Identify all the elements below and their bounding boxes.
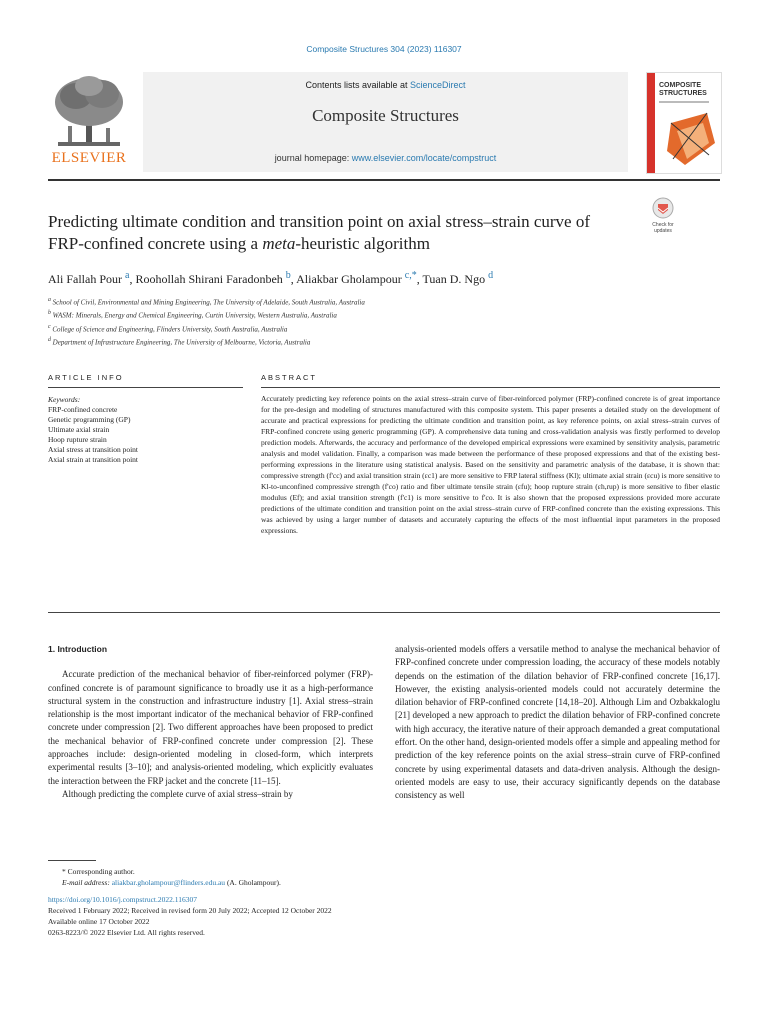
footnotes: [48, 866, 448, 938]
author-affiliation-mark[interactable]: b: [285, 270, 291, 281]
article-info-heading: ARTICLE INFO: [48, 373, 124, 382]
doi-link[interactable]: https://doi.org/10.1016/j.compstruct.2022.116307: [48, 895, 197, 904]
available-online-date: Available online 17 October 2022: [48, 917, 150, 926]
email-link[interactable]: aliakbar.gholampour@flinders.edu.au: [111, 878, 226, 887]
body-column-right: [395, 643, 720, 803]
title-part2: -heuristic algorithm: [295, 234, 430, 253]
affiliation-item: [48, 335, 688, 348]
journal-cover-thumbnail[interactable]: [646, 72, 722, 174]
header-rule: [48, 179, 720, 181]
corresponding-author-note: * Corresponding author.: [62, 867, 135, 876]
check-updates-line2: updates: [654, 228, 672, 234]
check-updates-line1: Check for: [652, 222, 674, 228]
author-name[interactable]: Roohollah Shirani Faradonbeh: [135, 272, 283, 286]
author-affiliation-mark[interactable]: d: [488, 270, 494, 281]
article-title: [48, 211, 628, 255]
journal-name: Composite Structures: [312, 106, 459, 125]
body-paragraph: Although predicting the complete curve of axial stress–strain by: [62, 788, 293, 799]
cover-title-line2: STRUCTURES: [659, 90, 707, 97]
body-paragraph: Accurate prediction of the mechanical behavior of fiber-reinforced polymer (FRP)-confined concrete is of paramount significance to broadly use it as a high-performance structural system in the construction and infrastructure industry [1]. Axial stress–strain relationship is the most important indicator of the mechanical behavior of FRP-confined concrete under compression [2]. Two different approaches have been proposed to predict the mechanical behavior of FRP-confined concrete under compression [2]. These approaches include: design-oriented modeling in closed-form, which interprets experimental results [3–10]; and analysis-oriented modeling, which explicitly evaluates the interaction between the FRP jacket and the concrete [11–15].: [48, 669, 373, 786]
keyword-item: Genetic programming (GP): [48, 415, 131, 424]
affiliation-text: WASM: Minerals, Energy and Chemical Engineering, Curtin University, Western Australia, Australia: [52, 311, 337, 320]
keyword-item: Ultimate axial strain: [48, 425, 110, 434]
footnote-rule: [48, 860, 96, 861]
affiliation-mark: b: [48, 310, 51, 317]
abstract-rule: [261, 387, 720, 388]
author-affiliation-mark[interactable]: a: [125, 270, 130, 281]
sciencedirect-link[interactable]: ScienceDirect: [410, 80, 466, 90]
body-paragraph: analysis-oriented models offers a versatile method to analyse the mechanical behavior of FRP-confined concrete under compression loading, the accuracy of these models notably depends on the estimation of the dilation behavior of FRP-confined concrete [16,17]. However, the existing analysis-oriented models could not accurately determine the dilation behavior of FRP-confined concrete [14,18–20]. Although Lim and Ozbakkaloglu [21] developed a new approach to predict the dilation behavior of FRP-confined concrete with high accuracy, the iterative nature of their approach demanded a great computational effort. On the other hand, design-oriented models offer a simple and appealing method for prediction of the key reference points on the axial stress–strain curve of FRP-confined concrete by using experimental datasets and data-driven analysis. Although the design-oriented models are easy to use, their accuracy significantly depends on the database consistency as well: [395, 644, 720, 801]
title-italic: meta: [262, 234, 296, 253]
abstract-heading: ABSTRACT: [261, 373, 318, 382]
email-suffix: (A. Gholampour).: [225, 878, 281, 887]
abstract-text: Accurately predicting key reference points on the axial stress–strain curve of fiber-reinforced polymer (FRP)-confined concrete is of great importance for the pre-design and modeling of structures manufactured with this composite system. This paper presents a detailed study on the development of accurate and practical expressions for predicting the ultimate condition and transition point, as key reference points, on axial stress–strain curves of FRP-confined concrete using generic programming (GP). A comprehensive data tuning and cross-validation analysis was firstly performed to develop prediction models. Afterwards, the accuracy and performance of the developed empirical expressions were examined by sensitivity analysis, parametric analysis and model validation. Finally, a comparison was made between the performance of these proposed expressions and that of the existing best-performing expressions in the literature using statistical analysis. Based on the sensitivity and parametric analysis of the database, it is shown that: compressive strength (f'cc) and axial transition strain (εc1) are more sensitive to FRP lateral stiffness (Kl); ultimate axial strain (εcu) is more sensitive to Kl-to-unconfined compressive strength (f'co) ratio and fiber ultimate tensile strain (εfu); hoop rupture strain (εh,rup) is more sensitive to fiber elastic modulus (Ef); and axial transition strength (f'c1) is more sensitive to f'co. It is also shown that the proposed expressions provided more accurate predictions of the ultimate condition and transition point on the axial stress–strain curve of FRP-confined concrete than the existing expressions. This was achieved by using a larger number of datasets and accurately capturing the effects of the most influential input parameters in the proposed expressions.: [261, 394, 720, 535]
corresponding-author-text: Corresponding author.: [67, 867, 135, 876]
affiliation-mark: c: [48, 323, 51, 330]
affiliation-mark: d: [48, 336, 51, 343]
email-note: [48, 877, 448, 888]
author-name[interactable]: Ali Fallah Pour: [48, 272, 122, 286]
affiliation-item: [48, 295, 688, 308]
affiliation-item: [48, 308, 688, 321]
article-info-rule: [48, 387, 243, 388]
journal-reference-link[interactable]: Composite Structures 304 (2023) 116307: [306, 44, 462, 54]
author-name[interactable]: Aliakbar Gholampour: [296, 272, 402, 286]
affiliation-text: School of Civil, Environmental and Mining Engineering, The University of Adelaide, South Australia, Australia: [52, 298, 365, 307]
cover-title-line1: COMPOSITE: [659, 82, 702, 89]
affiliation-mark: a: [48, 297, 51, 303]
check-for-updates-badge[interactable]: [646, 196, 680, 234]
email-label: E-mail address:: [62, 878, 112, 887]
affiliation-item: [48, 322, 688, 335]
keywords-block: [48, 395, 243, 465]
abstract-bottom-rule: [48, 612, 720, 613]
author-affiliation-mark[interactable]: c,*: [404, 270, 417, 281]
affiliation-text: College of Science and Engineering, Flinders University, South Australia, Australia: [52, 324, 288, 333]
contents-prefix: Contents lists available at: [305, 80, 411, 90]
keyword-item: Axial stress at transition point: [48, 445, 138, 454]
section-heading-introduction: 1. Introduction: [48, 644, 108, 654]
received-dates: Received 1 February 2022; Received in revised form 20 July 2022; Accepted 12 October 2022: [48, 906, 332, 915]
affiliation-text: Department of Infrastructure Engineering, The University of Melbourne, Victoria, Australia: [52, 338, 311, 347]
elsevier-wordmark: ELSEVIER: [51, 150, 127, 166]
homepage-prefix: journal homepage:: [274, 153, 352, 163]
homepage-link[interactable]: www.elsevier.com/locate/compstruct: [351, 153, 497, 163]
body-column-left: [48, 643, 373, 801]
affiliation-list: [48, 295, 688, 348]
copyright-line: 0263-8223/© 2022 Elsevier Ltd. All rights reserved.: [48, 928, 205, 937]
homepage-line: [143, 153, 628, 163]
contents-line: [143, 80, 628, 90]
keyword-item: Axial strain at transition point: [48, 455, 138, 464]
author-name[interactable]: Tuan D. Ngo: [422, 272, 486, 286]
title-part1: Predicting ultimate condition and transition point on axial stress–strain curve of FRP-confined concrete using a: [48, 212, 590, 253]
keywords-heading: Keywords:: [48, 395, 81, 404]
keyword-item: Hoop rupture strain: [48, 435, 107, 444]
author-list: Ali Fallah Pour $^a$, Roohollah Shirani Faradonbeh $^b$, Aliakbar Gholampour $^{c,*}$, Tuan D. Ngo $^d$: [48, 270, 494, 286]
keyword-item: FRP-confined concrete: [48, 405, 118, 414]
